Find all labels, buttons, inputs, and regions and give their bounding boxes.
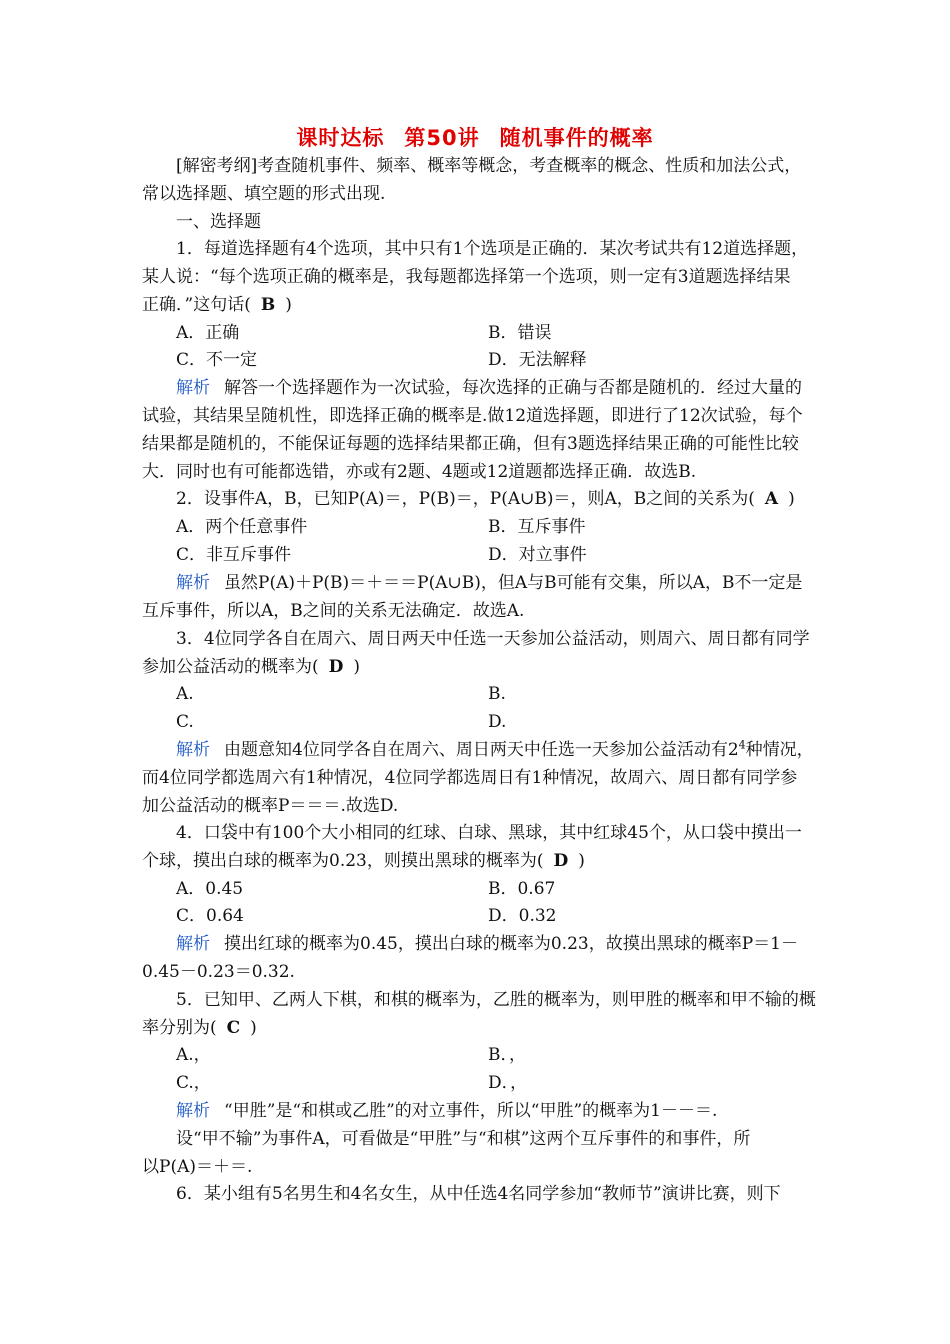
analysis-3-line: 解析 由题意知4位同学各自在周六、周日两天中任选一天参加公益活动有$2^4$种情况， [176,739,814,760]
analysis-label: 解析 [176,378,210,398]
answer-3: D [328,657,344,677]
question-3-line: 3．4位同学各自在周六、周日两天中任选一天参加公益活动，则周六、周日都有同学 [176,629,810,649]
question-5-line: 率分别为( C ) [142,1018,257,1038]
analysis-3-line: 而4位同学都选周六有1种情况，4位同学都选周日有1种情况，故周六、周日都有同学参 [142,768,798,788]
option-a: A．0.45 [176,879,244,899]
question-5-line: 5．已知甲、乙两人下棋，和棋的概率为，乙胜的概率为，则甲胜的概率和甲不输的概 [176,990,816,1010]
question-4-line: 4．口袋中有100个大小相同的红球、白球、黑球，其中红球45个，从口袋中摸出一 [176,823,802,843]
option-c: C. [176,712,194,732]
page-title [0,122,950,152]
intro-line: 常以选择题、填空题的形式出现. [142,184,386,204]
analysis-3-line: 加公益活动的概率P＝＝＝.故选D. [142,796,399,816]
analysis-1-line: 解析 解答一个选择题作为一次试验，每次选择的正确与否都是随机的．经过大量的 [176,378,802,398]
option-b: B．互斥事件 [488,517,586,537]
answer-1: B [260,295,276,315]
option-a: A. [176,684,194,704]
analysis-5-line: 设“甲不输”为事件A，可看做是“甲胜”与“和棋”这两个互斥事件的和事件，所 [176,1129,751,1149]
option-b: B. [488,684,506,704]
analysis-2-line: 解析 虽然P(A)＋P(B)＝＋＝＝P(A∪B)，但A与B可能有交集，所以A，B不一定是 [176,573,803,593]
title-part-3: 随机事件的概率 [499,126,654,150]
analysis-4-line: 解析 摸出红球的概率为0.45，摸出白球的概率为0.23，故摸出黑球的概率P＝1－ [176,934,798,954]
analysis-label: 解析 [176,573,210,593]
answer-4: D [553,851,569,871]
question-1-line: 正确．”这句话( B ) [142,295,292,315]
option-d: D．0.32 [488,906,557,926]
option-b: B．， [488,1045,526,1065]
question-3-line: 参加公益活动的概率为( D ) [142,657,361,677]
analysis-label: 解析 [176,740,210,760]
analysis-1-line: 大．同时也有可能都选错，亦或有2题、4题或12道题都选择正确．故选B. [142,462,697,482]
analysis-1-line: 试验，其结果呈随机性，即选择正确的概率是.做12道选择题，即进行了12次试验，每个 [142,406,803,426]
option-c: C.， [176,1073,211,1093]
question-1-line: 1．每道选择题有4个选项，其中只有1个选项是正确的．某次考试共有12道选择题， [176,239,809,259]
analysis-label: 解析 [176,1101,210,1121]
option-c: C．非互斥事件 [176,545,292,565]
option-b: B．错误 [488,323,552,343]
analysis-5-line: 以P(A)＝＋＝. [142,1157,253,1177]
option-a: A.， [176,1045,211,1065]
option-d: D．， [488,1073,528,1093]
option-a: A．两个任意事件 [176,517,308,537]
intro-line: [解密考纲]考查随机事件、频率、概率等概念，考查概率的概念、性质和加法公式， [176,156,802,176]
question-1-line: 某人说：“每个选项正确的概率是，我每题都选择第一个选项，则一定有3道题选择结果 [142,267,791,287]
analysis-4-line: 0.45－0.23＝0.32. [142,962,295,982]
option-d: D．无法解释 [488,350,587,370]
option-d: D．对立事件 [488,545,587,565]
option-c: C．不一定 [176,350,258,370]
answer-2: A [764,489,779,509]
option-b: B．0.67 [488,879,556,899]
answer-5: C [226,1018,241,1038]
option-d: D. [488,712,507,732]
question-4-line: 个球，摸出白球的概率为0.23，则摸出黑球的概率为( D ) [142,851,585,871]
analysis-2-line: 互斥事件，所以A，B之间的关系无法确定．故选A. [142,601,525,621]
option-c: C．0.64 [176,906,244,926]
section-heading: 一、选择题 [176,212,261,232]
analysis-label: 解析 [176,934,210,954]
analysis-5-line: 解析 “甲胜”是“和棋或乙胜”的对立事件，所以“甲胜”的概率为1－－＝. [176,1101,718,1121]
analysis-1-line: 结果都是随机的，不能保证每题的选择结果都正确，但有3题选择结果正确的可能性比较 [142,434,799,454]
question-2-line: 2．设事件A，B，已知P(A)＝，P(B)＝，P(A∪B)＝，则A，B之间的关系为( A ) [176,489,795,509]
title-part-2: 第50讲 [404,126,480,150]
title-part-1: 课时达标 [296,126,385,150]
option-a: A．正确 [176,323,240,343]
question-6-line: 6．某小组有5名男生和4名女生，从中任选4名同学参加“教师节”演讲比赛，则下 [176,1184,781,1204]
